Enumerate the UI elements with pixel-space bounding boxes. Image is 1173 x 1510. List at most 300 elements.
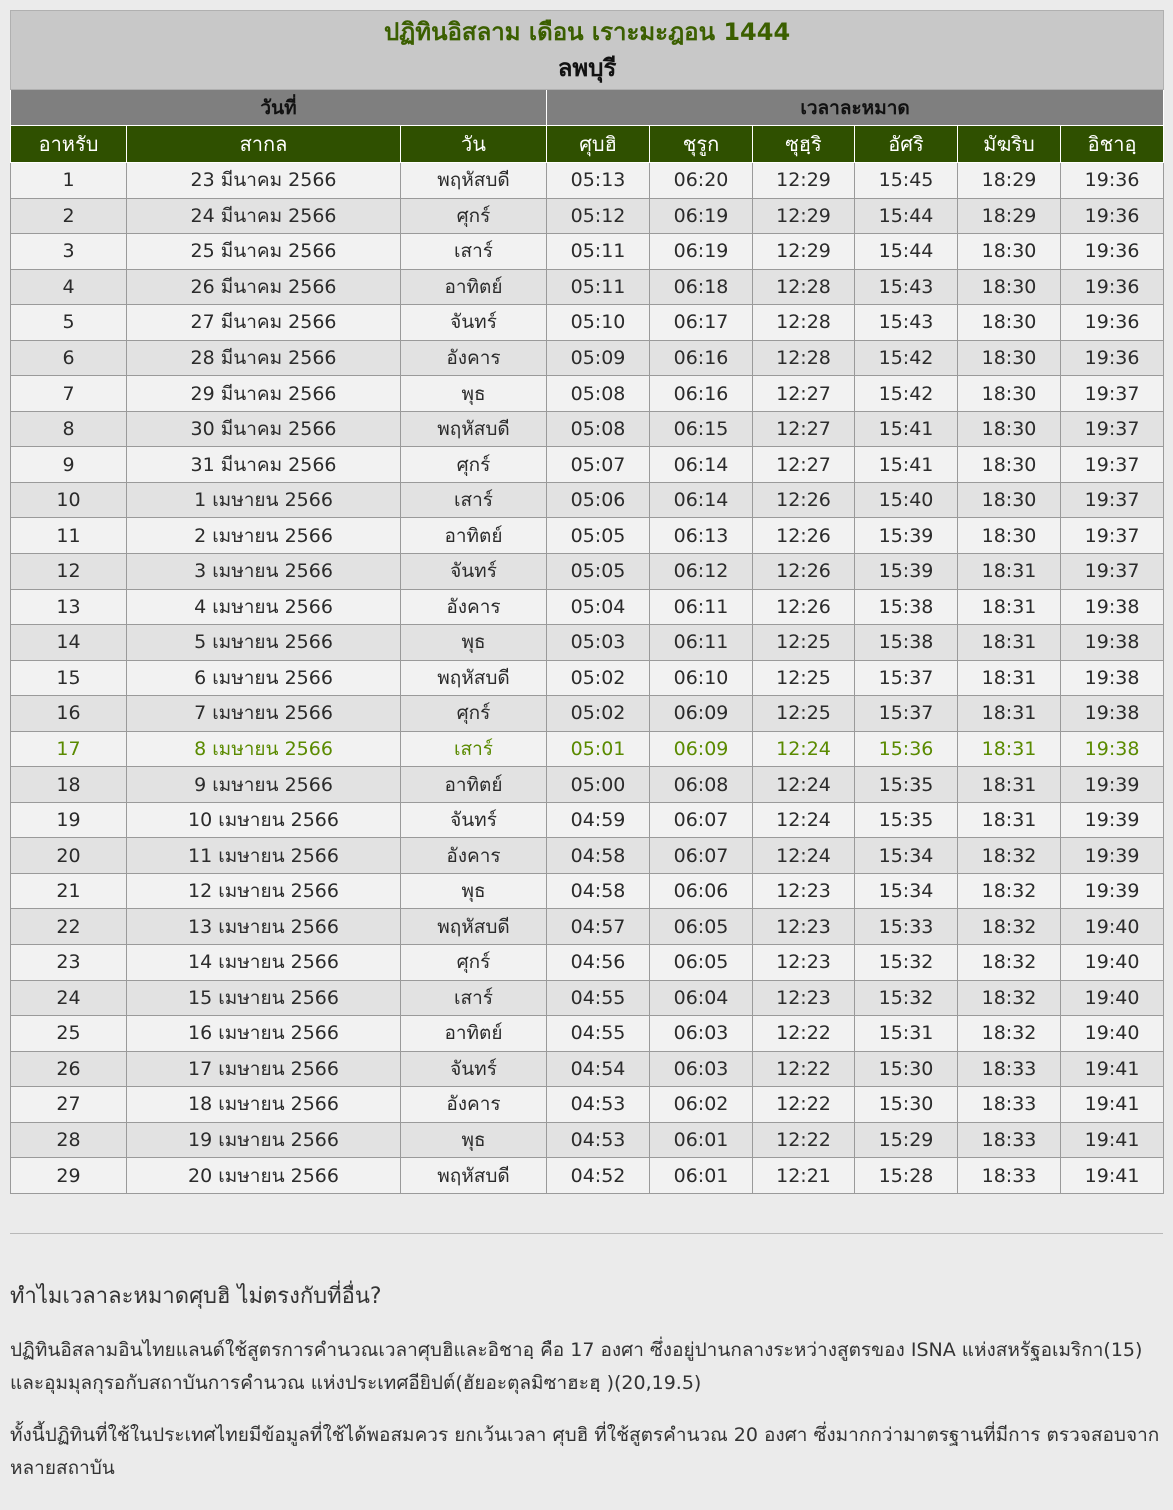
maghrib-time-cell: 18:30 — [958, 234, 1061, 270]
gregorian-date-cell: 30 มีนาคม 2566 — [127, 411, 401, 447]
hijri-day-cell: 11 — [11, 518, 127, 554]
subh-time-cell: 04:54 — [547, 1051, 650, 1087]
asr-time-cell: 15:38 — [855, 589, 958, 625]
subh-time-cell: 05:11 — [547, 269, 650, 305]
hijri-day-cell: 6 — [11, 340, 127, 376]
zuhr-time-cell: 12:29 — [753, 198, 855, 234]
gregorian-date-cell: 9 เมษายน 2566 — [127, 767, 401, 803]
table-row — [11, 1087, 1164, 1123]
zuhr-time-cell: 12:24 — [753, 731, 855, 767]
zuhr-time-cell: 12:24 — [753, 838, 855, 874]
gregorian-date-cell: 4 เมษายน 2566 — [127, 589, 401, 625]
zuhr-time-cell: 12:26 — [753, 482, 855, 518]
col-header-asr: อัศริ — [855, 126, 958, 163]
shuruq-time-cell: 06:03 — [650, 1051, 753, 1087]
hijri-day-cell: 10 — [11, 482, 127, 518]
subh-time-cell: 04:59 — [547, 802, 650, 838]
weekday-cell: ศุกร์ — [401, 945, 547, 981]
hijri-day-cell: 4 — [11, 269, 127, 305]
shuruq-time-cell: 06:07 — [650, 838, 753, 874]
hijri-day-cell: 14 — [11, 625, 127, 661]
table-row — [11, 198, 1164, 234]
hijri-day-cell: 12 — [11, 554, 127, 590]
asr-time-cell: 15:37 — [855, 660, 958, 696]
subh-time-cell: 05:08 — [547, 411, 650, 447]
maghrib-time-cell: 18:31 — [958, 767, 1061, 803]
asr-time-cell: 15:34 — [855, 873, 958, 909]
hijri-day-cell: 28 — [11, 1122, 127, 1158]
asr-time-cell: 15:39 — [855, 518, 958, 554]
subh-time-cell: 05:10 — [547, 305, 650, 341]
weekday-cell: ศุกร์ — [401, 198, 547, 234]
isha-time-cell: 19:36 — [1061, 340, 1164, 376]
weekday-cell: เสาร์ — [401, 731, 547, 767]
gregorian-date-cell: 20 เมษายน 2566 — [127, 1158, 401, 1194]
subh-time-cell: 04:57 — [547, 909, 650, 945]
table-row — [11, 554, 1164, 590]
weekday-cell: จันทร์ — [401, 802, 547, 838]
zuhr-time-cell: 12:29 — [753, 234, 855, 270]
maghrib-time-cell: 18:30 — [958, 305, 1061, 341]
table-row — [11, 909, 1164, 945]
subh-time-cell: 05:12 — [547, 198, 650, 234]
zuhr-time-cell: 12:23 — [753, 873, 855, 909]
table-row — [11, 305, 1164, 341]
asr-time-cell: 15:41 — [855, 447, 958, 483]
weekday-cell: อังคาร — [401, 589, 547, 625]
maghrib-time-cell: 18:31 — [958, 660, 1061, 696]
subh-time-cell: 04:53 — [547, 1087, 650, 1123]
isha-time-cell: 19:40 — [1061, 909, 1164, 945]
isha-time-cell: 19:36 — [1061, 234, 1164, 270]
isha-time-cell: 19:40 — [1061, 1016, 1164, 1052]
hijri-day-cell: 27 — [11, 1087, 127, 1123]
table-row — [11, 376, 1164, 412]
table-row — [11, 411, 1164, 447]
weekday-cell: เสาร์ — [401, 980, 547, 1016]
maghrib-time-cell: 18:30 — [958, 411, 1061, 447]
isha-time-cell: 19:36 — [1061, 269, 1164, 305]
shuruq-time-cell: 06:13 — [650, 518, 753, 554]
hijri-day-cell: 9 — [11, 447, 127, 483]
isha-time-cell: 19:36 — [1061, 305, 1164, 341]
weekday-cell: อังคาร — [401, 340, 547, 376]
zuhr-time-cell: 12:22 — [753, 1051, 855, 1087]
gregorian-date-cell: 3 เมษายน 2566 — [127, 554, 401, 590]
faq-answer-paragraph: ปฏิทินอิสลามอินไทยแลนด์ใช้สูตรการคำนวณเวลาศุบฮิและอิชาอฺ คือ 17 องศา ซึ่งอยู่ปานกลางระหว่างสูตรของ ISNA แห่งสหรัฐอเมริกา(15) และอุมมุลกุรอกับสถาบันการคำนวณ แห่งประเทศอียิปต์(ฮัยอะตุลมิซาฮะฮฺ )(20,19.5) — [10, 1339, 1143, 1394]
zuhr-time-cell: 12:23 — [753, 909, 855, 945]
weekday-cell: เสาร์ — [401, 234, 547, 270]
zuhr-time-cell: 12:26 — [753, 589, 855, 625]
hijri-day-cell: 20 — [11, 838, 127, 874]
maghrib-time-cell: 18:32 — [958, 838, 1061, 874]
maghrib-time-cell: 18:29 — [958, 198, 1061, 234]
subh-time-cell: 05:13 — [547, 163, 650, 199]
hijri-day-cell: 13 — [11, 589, 127, 625]
weekday-cell: จันทร์ — [401, 1051, 547, 1087]
isha-time-cell: 19:39 — [1061, 767, 1164, 803]
isha-time-cell: 19:39 — [1061, 838, 1164, 874]
zuhr-time-cell: 12:25 — [753, 696, 855, 732]
isha-time-cell: 19:41 — [1061, 1158, 1164, 1194]
gregorian-date-cell: 26 มีนาคม 2566 — [127, 269, 401, 305]
zuhr-time-cell: 12:22 — [753, 1087, 855, 1123]
isha-time-cell: 19:37 — [1061, 518, 1164, 554]
col-header-isha: อิชาอฺ — [1061, 126, 1164, 163]
zuhr-time-cell: 12:24 — [753, 802, 855, 838]
shuruq-time-cell: 06:11 — [650, 625, 753, 661]
shuruq-time-cell: 06:07 — [650, 802, 753, 838]
isha-time-cell: 19:37 — [1061, 447, 1164, 483]
isha-time-cell: 19:38 — [1061, 731, 1164, 767]
subh-time-cell: 05:06 — [547, 482, 650, 518]
subh-time-cell: 04:52 — [547, 1158, 650, 1194]
subh-time-cell: 04:56 — [547, 945, 650, 981]
table-row — [11, 234, 1164, 270]
weekday-cell: ศุกร์ — [401, 447, 547, 483]
isha-time-cell: 19:39 — [1061, 873, 1164, 909]
shuruq-time-cell: 06:01 — [650, 1122, 753, 1158]
subh-time-cell: 05:00 — [547, 767, 650, 803]
isha-time-cell: 19:41 — [1061, 1087, 1164, 1123]
zuhr-time-cell: 12:28 — [753, 269, 855, 305]
maghrib-time-cell: 18:31 — [958, 589, 1061, 625]
zuhr-time-cell: 12:26 — [753, 518, 855, 554]
table-row — [11, 1016, 1164, 1052]
asr-time-cell: 15:28 — [855, 1158, 958, 1194]
hijri-day-cell: 15 — [11, 660, 127, 696]
maghrib-time-cell: 18:33 — [958, 1122, 1061, 1158]
shuruq-time-cell: 06:09 — [650, 696, 753, 732]
table-row — [11, 1122, 1164, 1158]
zuhr-time-cell: 12:28 — [753, 340, 855, 376]
table-row — [11, 838, 1164, 874]
subh-time-cell: 05:07 — [547, 447, 650, 483]
shuruq-time-cell: 06:02 — [650, 1087, 753, 1123]
maghrib-time-cell: 18:33 — [958, 1087, 1061, 1123]
asr-time-cell: 15:42 — [855, 376, 958, 412]
table-row — [11, 482, 1164, 518]
gregorian-date-cell: 25 มีนาคม 2566 — [127, 234, 401, 270]
shuruq-time-cell: 06:19 — [650, 234, 753, 270]
gregorian-date-cell: 19 เมษายน 2566 — [127, 1122, 401, 1158]
shuruq-time-cell: 06:05 — [650, 945, 753, 981]
col-header-subh: ศุบฮิ — [547, 126, 650, 163]
maghrib-time-cell: 18:31 — [958, 554, 1061, 590]
asr-time-cell: 15:40 — [855, 482, 958, 518]
table-row — [11, 447, 1164, 483]
table-row — [11, 163, 1164, 199]
gregorian-date-cell: 17 เมษายน 2566 — [127, 1051, 401, 1087]
gregorian-date-cell: 8 เมษายน 2566 — [127, 731, 401, 767]
zuhr-time-cell: 12:21 — [753, 1158, 855, 1194]
shuruq-time-cell: 06:16 — [650, 376, 753, 412]
asr-time-cell: 15:30 — [855, 1087, 958, 1123]
shuruq-time-cell: 06:15 — [650, 411, 753, 447]
asr-time-cell: 15:32 — [855, 980, 958, 1016]
col-header-gregorian: สากล — [127, 126, 401, 163]
maghrib-time-cell: 18:31 — [958, 696, 1061, 732]
weekday-cell: พฤหัสบดี — [401, 1158, 547, 1194]
weekday-cell: อาทิตย์ — [401, 1016, 547, 1052]
isha-time-cell: 19:37 — [1061, 376, 1164, 412]
zuhr-time-cell: 12:27 — [753, 376, 855, 412]
shuruq-time-cell: 06:03 — [650, 1016, 753, 1052]
isha-time-cell: 19:41 — [1061, 1051, 1164, 1087]
shuruq-time-cell: 06:01 — [650, 1158, 753, 1194]
gregorian-date-cell: 27 มีนาคม 2566 — [127, 305, 401, 341]
hijri-day-cell: 19 — [11, 802, 127, 838]
shuruq-time-cell: 06:09 — [650, 731, 753, 767]
subh-time-cell: 05:02 — [547, 660, 650, 696]
asr-time-cell: 15:43 — [855, 305, 958, 341]
hijri-day-cell: 17 — [11, 731, 127, 767]
subh-time-cell: 04:55 — [547, 980, 650, 1016]
weekday-cell: พุธ — [401, 376, 547, 412]
table-row — [11, 518, 1164, 554]
weekday-cell: อาทิตย์ — [401, 269, 547, 305]
gregorian-date-cell: 13 เมษายน 2566 — [127, 909, 401, 945]
gregorian-date-cell: 28 มีนาคม 2566 — [127, 340, 401, 376]
table-row — [11, 980, 1164, 1016]
maghrib-time-cell: 18:30 — [958, 518, 1061, 554]
hijri-day-cell: 3 — [11, 234, 127, 270]
weekday-cell: พฤหัสบดี — [401, 411, 547, 447]
asr-time-cell: 15:42 — [855, 340, 958, 376]
col-header-weekday: วัน — [401, 126, 547, 163]
maghrib-time-cell: 18:31 — [958, 625, 1061, 661]
weekday-cell: อาทิตย์ — [401, 767, 547, 803]
hijri-day-cell: 29 — [11, 1158, 127, 1194]
maghrib-time-cell: 18:32 — [958, 945, 1061, 981]
section-divider — [10, 1233, 1163, 1234]
weekday-cell: พุธ — [401, 625, 547, 661]
hijri-day-cell: 8 — [11, 411, 127, 447]
shuruq-time-cell: 06:04 — [650, 980, 753, 1016]
group-header-prayer-times: เวลาละหมาด — [547, 90, 1164, 126]
asr-time-cell: 15:34 — [855, 838, 958, 874]
gregorian-date-cell: 5 เมษายน 2566 — [127, 625, 401, 661]
shuruq-time-cell: 06:10 — [650, 660, 753, 696]
asr-time-cell: 15:44 — [855, 234, 958, 270]
asr-time-cell: 15:29 — [855, 1122, 958, 1158]
shuruq-time-cell: 06:08 — [650, 767, 753, 803]
province-name: ลพบุรี — [557, 54, 617, 82]
shuruq-time-cell: 06:17 — [650, 305, 753, 341]
gregorian-date-cell: 11 เมษายน 2566 — [127, 838, 401, 874]
gregorian-date-cell: 14 เมษายน 2566 — [127, 945, 401, 981]
hijri-day-cell: 7 — [11, 376, 127, 412]
zuhr-time-cell: 12:22 — [753, 1016, 855, 1052]
table-row — [11, 945, 1164, 981]
faq-question: ทำไมเวลาละหมาดศุบฮิ ไม่ตรงกับที่อื่น? — [10, 1284, 382, 1309]
table-row — [11, 1158, 1164, 1194]
subh-time-cell: 05:03 — [547, 625, 650, 661]
gregorian-date-cell: 15 เมษายน 2566 — [127, 980, 401, 1016]
zuhr-time-cell: 12:27 — [753, 447, 855, 483]
zuhr-time-cell: 12:28 — [753, 305, 855, 341]
isha-time-cell: 19:41 — [1061, 1122, 1164, 1158]
hijri-day-cell: 1 — [11, 163, 127, 199]
gregorian-date-cell: 12 เมษายน 2566 — [127, 873, 401, 909]
maghrib-time-cell: 18:32 — [958, 980, 1061, 1016]
hijri-day-cell: 21 — [11, 873, 127, 909]
subh-time-cell: 05:11 — [547, 234, 650, 270]
weekday-cell: ศุกร์ — [401, 696, 547, 732]
calendar-body — [11, 163, 1164, 1194]
maghrib-time-cell: 18:33 — [958, 1158, 1061, 1194]
maghrib-time-cell: 18:32 — [958, 873, 1061, 909]
gregorian-date-cell: 29 มีนาคม 2566 — [127, 376, 401, 412]
maghrib-time-cell: 18:32 — [958, 909, 1061, 945]
gregorian-date-cell: 24 มีนาคม 2566 — [127, 198, 401, 234]
gregorian-date-cell: 6 เมษายน 2566 — [127, 660, 401, 696]
zuhr-time-cell: 12:27 — [753, 411, 855, 447]
col-header-shuruq: ชุรูก — [650, 126, 753, 163]
isha-time-cell: 19:38 — [1061, 696, 1164, 732]
maghrib-time-cell: 18:30 — [958, 482, 1061, 518]
subh-time-cell: 05:01 — [547, 731, 650, 767]
faq-answer-paragraph: ทั้งนี้ปฏิทินที่ใช้ในประเทศไทยมีข้อมูลที่ใช้ได้พอสมควร ยกเว้นเวลา ศุบฮิ ที่ใช้สูตรคำนวณ 20 องศา ซึ่งมากกว่ามาตรฐานที่มีการ ตรวจสอบจากหลายสถาบัน — [10, 1424, 1160, 1479]
shuruq-time-cell: 06:05 — [650, 909, 753, 945]
hijri-day-cell: 18 — [11, 767, 127, 803]
table-row — [11, 660, 1164, 696]
hijri-day-cell: 25 — [11, 1016, 127, 1052]
subh-time-cell: 04:55 — [547, 1016, 650, 1052]
asr-time-cell: 15:36 — [855, 731, 958, 767]
maghrib-time-cell: 18:30 — [958, 269, 1061, 305]
weekday-cell: จันทร์ — [401, 554, 547, 590]
subh-time-cell: 05:04 — [547, 589, 650, 625]
shuruq-time-cell: 06:06 — [650, 873, 753, 909]
weekday-cell: อาทิตย์ — [401, 518, 547, 554]
isha-time-cell: 19:38 — [1061, 589, 1164, 625]
asr-time-cell: 15:44 — [855, 198, 958, 234]
col-header-zuhr: ซุฮฺริ — [753, 126, 855, 163]
maghrib-time-cell: 18:32 — [958, 1016, 1061, 1052]
zuhr-time-cell: 12:29 — [753, 163, 855, 199]
isha-time-cell: 19:39 — [1061, 802, 1164, 838]
subh-time-cell: 04:58 — [547, 838, 650, 874]
shuruq-time-cell: 06:14 — [650, 482, 753, 518]
subh-time-cell: 05:02 — [547, 696, 650, 732]
asr-time-cell: 15:33 — [855, 909, 958, 945]
hijri-day-cell: 5 — [11, 305, 127, 341]
isha-time-cell: 19:37 — [1061, 482, 1164, 518]
table-row — [11, 731, 1164, 767]
weekday-cell: พฤหัสบดี — [401, 163, 547, 199]
hijri-day-cell: 22 — [11, 909, 127, 945]
weekday-cell: เสาร์ — [401, 482, 547, 518]
hijri-day-cell: 2 — [11, 198, 127, 234]
isha-time-cell: 19:37 — [1061, 411, 1164, 447]
isha-time-cell: 19:36 — [1061, 163, 1164, 199]
subh-time-cell: 05:08 — [547, 376, 650, 412]
subh-time-cell: 05:05 — [547, 554, 650, 590]
shuruq-time-cell: 06:14 — [650, 447, 753, 483]
isha-time-cell: 19:38 — [1061, 625, 1164, 661]
table-row — [11, 802, 1164, 838]
zuhr-time-cell: 12:25 — [753, 625, 855, 661]
subh-time-cell: 04:58 — [547, 873, 650, 909]
calendar-title-block — [11, 11, 1164, 90]
table-row — [11, 1051, 1164, 1087]
table-row — [11, 269, 1164, 305]
shuruq-time-cell: 06:11 — [650, 589, 753, 625]
hijri-day-cell: 24 — [11, 980, 127, 1016]
gregorian-date-cell: 7 เมษายน 2566 — [127, 696, 401, 732]
asr-time-cell: 15:37 — [855, 696, 958, 732]
zuhr-time-cell: 12:24 — [753, 767, 855, 803]
shuruq-time-cell: 06:20 — [650, 163, 753, 199]
maghrib-time-cell: 18:31 — [958, 731, 1061, 767]
maghrib-time-cell: 18:29 — [958, 163, 1061, 199]
asr-time-cell: 15:45 — [855, 163, 958, 199]
asr-time-cell: 15:35 — [855, 767, 958, 803]
asr-time-cell: 15:30 — [855, 1051, 958, 1087]
zuhr-time-cell: 12:26 — [753, 554, 855, 590]
shuruq-time-cell: 06:12 — [650, 554, 753, 590]
weekday-cell: พุธ — [401, 873, 547, 909]
gregorian-date-cell: 2 เมษายน 2566 — [127, 518, 401, 554]
weekday-cell: อังคาร — [401, 1087, 547, 1123]
zuhr-time-cell: 12:23 — [753, 945, 855, 981]
zuhr-time-cell: 12:25 — [753, 660, 855, 696]
col-header-maghrib: มัฆริบ — [958, 126, 1061, 163]
isha-time-cell: 19:40 — [1061, 945, 1164, 981]
asr-time-cell: 15:41 — [855, 411, 958, 447]
shuruq-time-cell: 06:19 — [650, 198, 753, 234]
subh-time-cell: 04:53 — [547, 1122, 650, 1158]
maghrib-time-cell: 18:30 — [958, 447, 1061, 483]
subh-time-cell: 05:09 — [547, 340, 650, 376]
maghrib-time-cell: 18:30 — [958, 376, 1061, 412]
table-row — [11, 340, 1164, 376]
shuruq-time-cell: 06:16 — [650, 340, 753, 376]
weekday-cell: พฤหัสบดี — [401, 909, 547, 945]
asr-time-cell: 15:35 — [855, 802, 958, 838]
isha-time-cell: 19:37 — [1061, 554, 1164, 590]
weekday-cell: พฤหัสบดี — [401, 660, 547, 696]
asr-time-cell: 15:31 — [855, 1016, 958, 1052]
isha-time-cell: 19:36 — [1061, 198, 1164, 234]
gregorian-date-cell: 18 เมษายน 2566 — [127, 1087, 401, 1123]
hijri-day-cell: 16 — [11, 696, 127, 732]
table-row — [11, 696, 1164, 732]
gregorian-date-cell: 31 มีนาคม 2566 — [127, 447, 401, 483]
group-header-date: วันที่ — [11, 90, 547, 126]
table-row — [11, 873, 1164, 909]
shuruq-time-cell: 06:18 — [650, 269, 753, 305]
isha-time-cell: 19:40 — [1061, 980, 1164, 1016]
subh-time-cell: 05:05 — [547, 518, 650, 554]
isha-time-cell: 19:38 — [1061, 660, 1164, 696]
gregorian-date-cell: 1 เมษายน 2566 — [127, 482, 401, 518]
gregorian-date-cell: 23 มีนาคม 2566 — [127, 163, 401, 199]
gregorian-date-cell: 10 เมษายน 2566 — [127, 802, 401, 838]
hijri-day-cell: 26 — [11, 1051, 127, 1087]
asr-time-cell: 15:43 — [855, 269, 958, 305]
table-row — [11, 767, 1164, 803]
asr-time-cell: 15:38 — [855, 625, 958, 661]
maghrib-time-cell: 18:33 — [958, 1051, 1061, 1087]
weekday-cell: อังคาร — [401, 838, 547, 874]
table-row — [11, 625, 1164, 661]
hijri-day-cell: 23 — [11, 945, 127, 981]
asr-time-cell: 15:32 — [855, 945, 958, 981]
maghrib-time-cell: 18:30 — [958, 340, 1061, 376]
calendar-title: ปฏิทินอิสลาม เดือน เราะมะฎอน 1444 — [383, 18, 791, 46]
